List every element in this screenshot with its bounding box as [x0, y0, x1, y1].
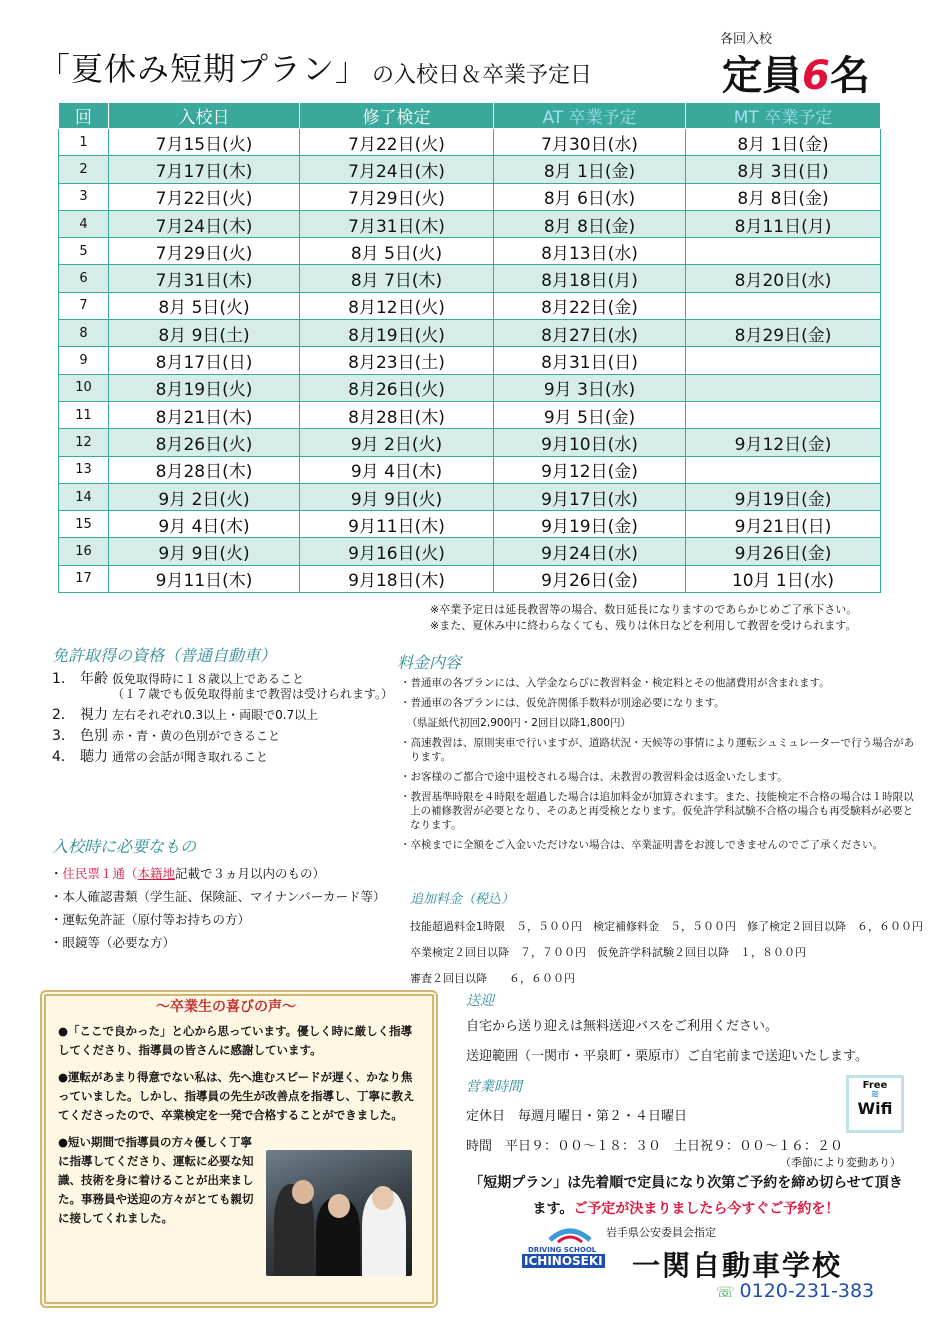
- table-cell: [686, 292, 881, 319]
- testimonial: ●短い期間で指導員の方々優しく丁寧に指導してくださり、運転に必要な知識、技術を身に着けることが出来ました。事務員や送迎の方々がとても親切に接してくれました。: [58, 1135, 254, 1225]
- table-cell: 7月31日(木): [300, 210, 494, 237]
- table-row: [59, 456, 881, 483]
- table-cell: 9月18日(木): [300, 565, 494, 592]
- capacity-label: 定員: [722, 53, 802, 99]
- table-row: [59, 374, 881, 401]
- pickup-info: [466, 1014, 868, 1070]
- wifi-badge: Free ≋ Wifi: [846, 1075, 904, 1133]
- capacity-badge: [722, 44, 870, 101]
- qualification-item: 4． 聴力 通常の会話が聞き取れること: [52, 749, 269, 765]
- pickup-heading: 送迎: [466, 993, 494, 1009]
- phone-number[interactable]: ☏ 0120-231-383: [716, 1280, 875, 1302]
- table-header: 入校日: [109, 103, 300, 129]
- table-cell: 7月31日(木): [109, 265, 300, 292]
- table-row: [59, 347, 881, 374]
- table-cell: 8月22日(金): [494, 292, 686, 319]
- table-cell: 9月11日(木): [300, 511, 494, 538]
- designation: 岩手県公安委員会指定: [606, 1226, 716, 1239]
- fees-list: [400, 676, 920, 858]
- fees-heading: 料金内容: [397, 653, 462, 672]
- additional-fees-heading: 追加料金（税込）: [410, 892, 515, 907]
- table-cell: 9月26日(金): [494, 565, 686, 592]
- table-cell: 9月 4日(木): [300, 456, 494, 483]
- table-cell: 8月12日(火): [300, 292, 494, 319]
- table-cell: 8月29日(金): [686, 320, 881, 347]
- table-cell: 7月17日(木): [109, 156, 300, 183]
- fee-item: ・高速教習は、原則実車で行いますが、道路状況・天候等の事情により運転シュミュレーターで行う場合があります。: [400, 737, 915, 763]
- table-cell: 5: [59, 238, 109, 265]
- table-cell: 9月 9日(火): [300, 483, 494, 510]
- table-cell: 7月29日(火): [300, 183, 494, 210]
- wifi-icon: ≋: [870, 1089, 880, 1100]
- table-cell: 8月18日(月): [494, 265, 686, 292]
- capacity-note: 各回入校: [720, 32, 773, 47]
- table-cell: 9月10日(水): [494, 429, 686, 456]
- table-cell: 9月19日(金): [686, 483, 881, 510]
- table-header: 修了検定: [300, 103, 494, 129]
- table-cell: 9月12日(金): [686, 429, 881, 456]
- table-row: [59, 483, 881, 510]
- qualification-item: 2． 視力 左右それぞれ0.3以上・両眼で0.7以上: [52, 707, 319, 723]
- table-cell: [686, 238, 881, 265]
- table-row: [59, 401, 881, 428]
- school-name: 一関自動車学校: [632, 1249, 843, 1282]
- table-cell: 8月28日(木): [300, 401, 494, 428]
- table-cell: 9月17日(水): [494, 483, 686, 510]
- graduates-photo: [266, 1150, 412, 1276]
- table-cell: 8月 1日(金): [494, 156, 686, 183]
- table-cell: 13: [59, 456, 109, 483]
- additional-line: 審査２回目以降 ６，６００円: [410, 972, 575, 985]
- table-cell: 9月 9日(火): [109, 538, 300, 565]
- table-cell: 7月29日(火): [109, 238, 300, 265]
- season-note: （季節により変動あり）: [780, 1156, 901, 1169]
- business-hours: 時間 平日９：００～１８：３０ 土日祝９：００～１６：２０: [466, 1139, 844, 1154]
- table-cell: 17: [59, 565, 109, 592]
- table-row: [59, 511, 881, 538]
- table-row: [59, 538, 881, 565]
- table-cell: 8月 6日(水): [494, 183, 686, 210]
- table-cell: 8月 7日(木): [300, 265, 494, 292]
- table-cell: 9月26日(金): [686, 538, 881, 565]
- schedule-notes: [430, 602, 857, 634]
- table-row: [59, 320, 881, 347]
- fee-item: ・卒検までに全額をご入金いただけない場合は、卒業証明書をお渡しできませんのでご了承ください。: [400, 839, 883, 851]
- hours-heading: 営業時間: [466, 1079, 522, 1095]
- fee-item: （県証紙代初回2,900円・2回目以降1,800円）: [406, 717, 631, 729]
- testimonials-title: ～卒業生の喜びの声～: [150, 996, 302, 1016]
- pickup-line: 自宅から送り迎えは無料送迎バスをご利用ください。: [466, 1019, 779, 1034]
- table-cell: 8月19日(火): [300, 320, 494, 347]
- table-cell: 11: [59, 401, 109, 428]
- additional-fees: [410, 914, 923, 992]
- hours-info: [466, 1102, 843, 1162]
- table-cell: 16: [59, 538, 109, 565]
- qualification-item: 3． 色別 赤・青・黄の色別ができること: [52, 728, 281, 744]
- table-cell: 8月27日(水): [494, 320, 686, 347]
- table-cell: 8月 9日(土): [109, 320, 300, 347]
- table-cell: 8月31日(日): [494, 347, 686, 374]
- testimonial: ●運転があまり得意でない私は、先へ進むスピードが遅く、かなり焦っていました。しかし、指導員の先生が改善点を指導し、丁寧に教えてくださったので、卒業検定を一発で合格することができました。: [58, 1070, 415, 1122]
- table-cell: [686, 456, 881, 483]
- table-cell: 12: [59, 429, 109, 456]
- capacity-number: 6: [802, 53, 830, 99]
- table-cell: 7月30日(水): [494, 129, 686, 156]
- table-cell: 9: [59, 347, 109, 374]
- table-row: [59, 429, 881, 456]
- table-cell: 9月11日(木): [109, 565, 300, 592]
- qualifications-heading: 免許取得の資格（普通自動車）: [52, 646, 277, 665]
- table-cell: 9月19日(金): [494, 511, 686, 538]
- table-cell: 8月20日(水): [686, 265, 881, 292]
- table-cell: 8月 8日(金): [686, 183, 881, 210]
- table-cell: 9月21日(日): [686, 511, 881, 538]
- table-row: [59, 565, 881, 592]
- table-cell: 8月17日(日): [109, 347, 300, 374]
- table-cell: 10月 1日(水): [686, 565, 881, 592]
- required-first-a: 住民票１通（: [62, 866, 138, 881]
- fee-item: ・教習基準時限を４時限を超過した場合は追加料金が加算されます。また、技能検定不合格の場合は１時限以上の補修教習が必要となり、そのあと再受検となります。仮免許学科試験不合格の場合も再受験料が必要となります。: [400, 791, 914, 831]
- required-first-b: 本籍地: [137, 866, 176, 881]
- table-cell: 8月 3日(日): [686, 156, 881, 183]
- required-item: ・運転免許証（原付等お持ちの方）: [50, 912, 251, 927]
- schedule-table: [58, 102, 881, 593]
- table-cell: 9月 5日(金): [494, 401, 686, 428]
- table-cell: 4: [59, 210, 109, 237]
- table-cell: 7月24日(木): [109, 210, 300, 237]
- table-cell: 8月 5日(火): [300, 238, 494, 265]
- table-cell: 7月24日(木): [300, 156, 494, 183]
- table-cell: 9月12日(金): [494, 456, 686, 483]
- required-heading: 入校時に必要なもの: [52, 837, 197, 856]
- table-cell: 8月13日(水): [494, 238, 686, 265]
- table-cell: 14: [59, 483, 109, 510]
- table-row: [59, 292, 881, 319]
- booking-notice: 「短期プラン」は先着順で定員になり次第ご予約を締め切らせて頂きます。ご予定が決まりましたら今すぐご予約を！: [469, 1175, 903, 1217]
- table-cell: 8月 8日(金): [494, 210, 686, 237]
- table-cell: 8月26日(火): [300, 374, 494, 401]
- table-cell: 15: [59, 511, 109, 538]
- required-item: ・住民票１通（本籍地記載で３ヵ月以内のもの）: [50, 866, 326, 881]
- table-row: [59, 210, 881, 237]
- table-cell: 9月 2日(火): [109, 483, 300, 510]
- table-header: 回: [59, 103, 109, 129]
- required-first-c: 記載で３ヵ月以内のもの）: [175, 866, 326, 881]
- pickup-line: 送迎範囲（一関市・平泉町・栗原市）ご自宅前まで送迎いたします。: [466, 1049, 868, 1064]
- table-cell: 7月22日(火): [300, 129, 494, 156]
- table-row: [59, 265, 881, 292]
- table-cell: 9月24日(水): [494, 538, 686, 565]
- table-cell: 7月15日(火): [109, 129, 300, 156]
- table-cell: 6: [59, 265, 109, 292]
- table-cell: 7: [59, 292, 109, 319]
- qualification-item: 1． 年齢 仮免取得時に１８歳以上であること （１７歳でも仮免取得前まで教習は受けられます。）: [52, 671, 394, 701]
- fee-item: ・お客様のご都合で途中退校される場合は、未教習の教習料金は返金いたします。: [400, 771, 788, 783]
- table-cell: 9月 2日(火): [300, 429, 494, 456]
- table-cell: 9月16日(火): [300, 538, 494, 565]
- table-header: MT 卒業予定: [686, 103, 881, 129]
- table-cell: 7月22日(火): [109, 183, 300, 210]
- table-cell: 8月 1日(金): [686, 129, 881, 156]
- table-cell: 8月23日(土): [300, 347, 494, 374]
- table-cell: 8: [59, 320, 109, 347]
- page-title: 「夏休み短期プラン」: [38, 50, 369, 88]
- required-item: ・眼鏡等（必要な方）: [50, 935, 176, 950]
- note-line: ※また、夏休み中に終わらなくても、残りは休日などを利用して教習を受けられます。: [430, 619, 857, 632]
- table-cell: 8月21日(木): [109, 401, 300, 428]
- table-cell: 8月 5日(火): [109, 292, 300, 319]
- table-cell: 2: [59, 156, 109, 183]
- table-cell: 8月26日(火): [109, 429, 300, 456]
- fee-item: ・普通車の各プランには、入学金ならびに教習料金・検定料とその他諸費用が含まれます。: [400, 677, 830, 689]
- table-cell: 1: [59, 129, 109, 156]
- table-row: [59, 183, 881, 210]
- table-cell: 8月19日(火): [109, 374, 300, 401]
- page-subtitle: の入校日＆卒業予定日: [372, 63, 593, 88]
- table-cell: [686, 347, 881, 374]
- table-row: [59, 238, 881, 265]
- qualifications-list: [52, 672, 393, 771]
- school-logo: DRIVING SCHOOL ICHINOSEKI: [520, 1222, 620, 1272]
- additional-line: 技能超過料金1時限 ５，５００円 検定補修料金 ５，５００円 修了検定２回目以降 ６，６００円: [410, 920, 923, 933]
- table-cell: [686, 401, 881, 428]
- table-cell: 9月 4日(木): [109, 511, 300, 538]
- note-line: ※卒業予定日は延長教習等の場合、数日延長になりますのであらかじめご了承下さい。: [430, 603, 858, 616]
- closed-days: 定休日 毎週月曜日・第２・４日曜日: [466, 1109, 688, 1124]
- table-cell: [686, 374, 881, 401]
- required-item: ・本人確認書類（学生証、保険証、マイナンバーカード等）: [50, 889, 386, 904]
- table-cell: 9月 3日(水): [494, 374, 686, 401]
- fee-item: ・普通車の各プランには、仮免許関係手数料が別途必要になります。: [400, 697, 725, 709]
- testimonial: ●「ここで良かった」と心から思っています。優しく時に厳しく指導してくださり、指導員の皆さんに感謝しています。: [58, 1024, 413, 1057]
- table-row: [59, 156, 881, 183]
- table-header: AT 卒業予定: [494, 103, 686, 129]
- table-cell: 10: [59, 374, 109, 401]
- table-cell: 3: [59, 183, 109, 210]
- table-row: [59, 129, 881, 156]
- table-cell: 8月11日(月): [686, 210, 881, 237]
- free-dial-icon: ☏: [716, 1283, 740, 1301]
- table-cell: 8月28日(木): [109, 456, 300, 483]
- capacity-unit: 名: [829, 53, 870, 99]
- additional-line: 卒業検定２回目以降 ７，７００円 仮免許学科試験２回目以降 １，８００円: [410, 946, 806, 959]
- required-list: [50, 862, 386, 954]
